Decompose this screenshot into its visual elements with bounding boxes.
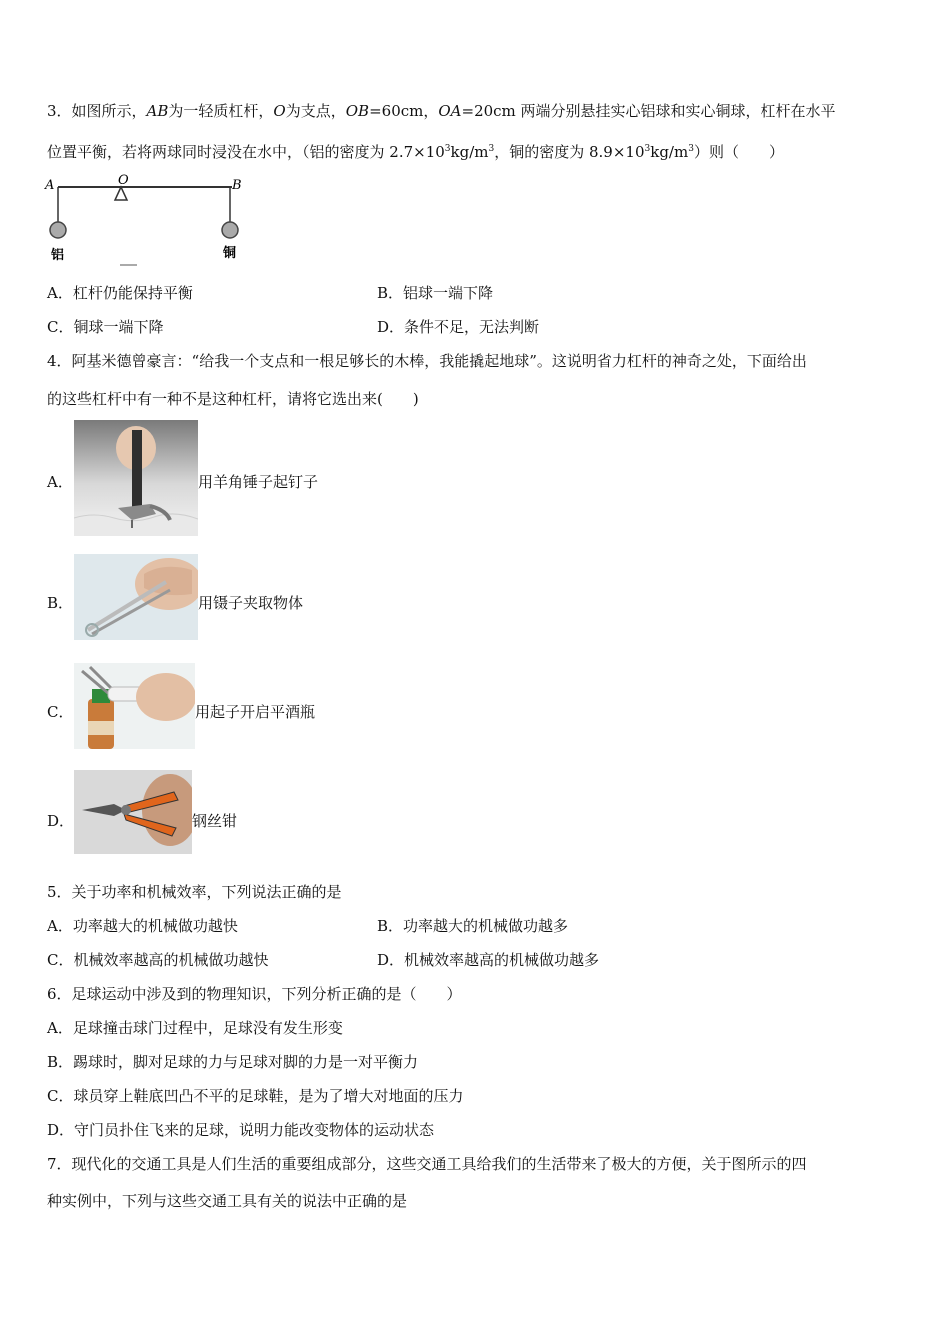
label-b: B — [232, 178, 242, 193]
q3-text: =60cm， — [369, 102, 439, 120]
q6-option-c[interactable]: C．球员穿上鞋底凹凸不平的足球鞋，是为了增大对地面的压力 — [47, 1087, 464, 1105]
q3-text: ，铜的密度为 8.9×10 — [494, 143, 645, 161]
aluminum-ball — [50, 222, 66, 238]
q4-option-d-caption[interactable]: 钢丝钳 — [192, 812, 238, 830]
q4-option-a-letter[interactable]: A． — [47, 473, 73, 491]
q6-option-d[interactable]: D．守门员扑住飞来的足球，说明力能改变物体的运动状态 — [47, 1121, 435, 1139]
q4-stem-line1: 4．阿基米德曾豪言：“给我一个支点和一根足够长的木棒，我能撬起地球”。这说明省力杠杆的神奇之处，下面给出 — [47, 352, 807, 370]
exponent: 3 — [644, 144, 651, 154]
q4-option-b-letter[interactable]: B． — [47, 594, 74, 612]
q6-option-a[interactable]: A．足球撞击球门过程中，足球没有发生形变 — [47, 1019, 343, 1037]
q4-option-a-caption[interactable]: 用羊角锤子起钉子 — [198, 473, 319, 491]
hammer-icon — [74, 420, 198, 536]
q4-stem-line2: 的这些杠杆中有一种不是这种杠杆，请将它选出来( ) — [47, 390, 419, 408]
q7-stem-line1: 7．现代化的交通工具是人们生活的重要组成部分，这些交通工具给我们的生活带来了极大的方便，关于图所示的四 — [47, 1155, 807, 1173]
q4-option-b-caption[interactable]: 用镊子夹取物体 — [198, 594, 304, 612]
exponent: 3 — [444, 144, 451, 154]
q3-option-b[interactable]: B．铝球一端下降 — [377, 284, 494, 302]
bottle-opener-photo — [74, 663, 195, 749]
copper-ball — [222, 222, 238, 238]
q4-option-c-caption[interactable]: 用起子开启平酒瓶 — [195, 703, 316, 721]
q3-text: 为支点， — [285, 102, 346, 120]
exponent: 3 — [688, 144, 694, 154]
q3-text: 3．如图所示， — [47, 102, 147, 120]
q3-text: =20cm 两端分别悬挂实心铝球和实心铜球，杠杆在水平 — [461, 102, 836, 120]
hammer-photo — [74, 420, 198, 536]
q3-stem-line2 — [47, 138, 784, 163]
q3-option-d[interactable]: D．条件不足，无法判断 — [377, 318, 540, 336]
q3-var-ob: OB — [345, 102, 370, 120]
tweezers-photo — [74, 554, 198, 640]
pliers-icon — [74, 770, 192, 854]
q3-text: kg/m — [450, 143, 489, 161]
q3-option-c[interactable]: C．铜球一端下降 — [47, 318, 164, 336]
label-aluminum: 铝 — [51, 248, 65, 263]
q7-stem-line2: 种实例中，下列与这些交通工具有关的说法中正确的是 — [47, 1192, 408, 1210]
q3-text: ）则（ ） — [693, 143, 784, 161]
pliers-photo — [74, 770, 192, 854]
q3-text: kg/m — [650, 143, 689, 161]
lever-diagram — [42, 170, 252, 270]
q3-option-a[interactable]: A．杠杆仍能保持平衡 — [47, 284, 193, 302]
q5-option-d[interactable]: D．机械效率越高的机械做功越多 — [377, 951, 600, 969]
q3-var-ab: AB — [146, 102, 169, 120]
fulcrum-icon — [115, 187, 127, 200]
q4-option-c-letter[interactable]: C． — [47, 703, 74, 721]
q6-stem: 6．足球运动中涉及到的物理知识，下列分析正确的是（ ） — [47, 985, 462, 1003]
bottle-opener-icon — [74, 663, 195, 749]
q5-stem: 5．关于功率和机械效率，下列说法正确的是 — [47, 883, 342, 901]
q3-var-oa: OA — [438, 102, 462, 120]
q3-var-o: O — [273, 102, 286, 120]
q5-option-a[interactable]: A．功率越大的机械做功越快 — [47, 917, 238, 935]
q5-option-b[interactable]: B．功率越大的机械做功越多 — [377, 917, 569, 935]
q5-option-c[interactable]: C．机械效率越高的机械做功越快 — [47, 951, 269, 969]
q4-option-d-letter[interactable]: D． — [47, 812, 75, 830]
q3-text: 位置平衡，若将两球同时浸没在水中，（铝的密度为 2.7×10 — [47, 143, 445, 161]
label-a: A — [45, 178, 55, 193]
tweezers-icon — [74, 554, 198, 640]
exponent: 3 — [488, 144, 495, 154]
label-copper: 铜 — [223, 246, 237, 261]
label-o: O — [118, 173, 129, 188]
q3-text: 为一轻质杠杆， — [168, 102, 274, 120]
q6-option-b[interactable]: B．踢球时，脚对足球的力与足球对脚的力是一对平衡力 — [47, 1053, 419, 1071]
q3-stem-line1 — [47, 100, 836, 122]
